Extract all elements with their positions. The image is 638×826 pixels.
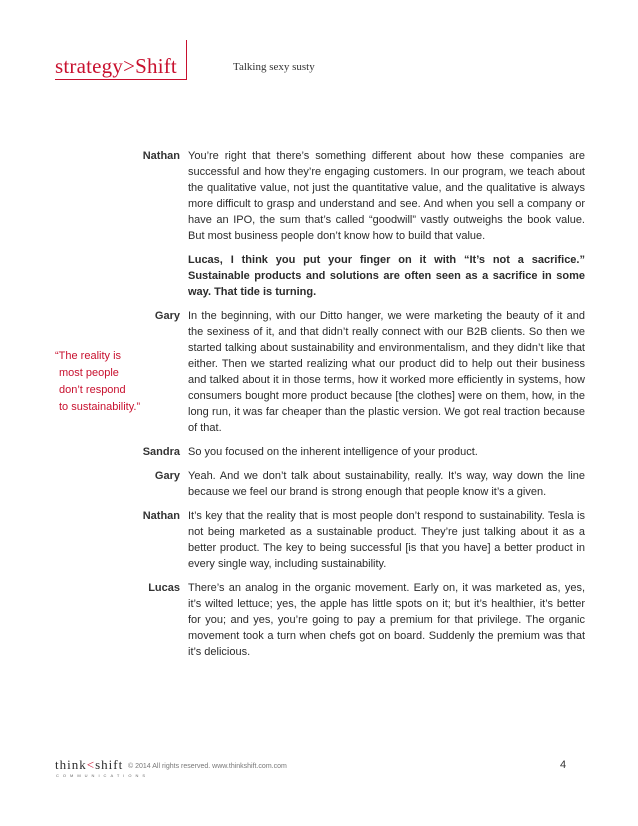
logo-suffix: Shift [135,54,177,78]
pull-quote-line: don’t respond [59,384,126,396]
speaker-name: Nathan [142,510,180,522]
pull-quote-line: most people [59,367,119,379]
page-number: 4 [560,759,567,771]
speaker-name: Gary [154,470,180,482]
footer-logo-subtitle: COMMUNICATIONS [56,773,150,778]
pull-quote-line: to sustainability.” [59,401,141,413]
interviewer-question: Lucas, I think you put your finger on it with “It’s not a sacrifice.” Sustainable products and solutions are often seen as a sacrifice in some way. That tide is turning. [188,254,585,298]
speaker-name: Gary [154,310,180,322]
pull-quote-line: “The reality is [55,350,122,362]
dialogue-text: It’s key that the reality that is most people don’t respond to sustainability. Tesla is not being marketed as a sustainable product. They’re just talking about it as a better product. The key to being successful [is that you have] a better product in every single way, including sustainability. [188,510,585,570]
dialogue-turn [0,508,638,572]
dialogue-text: Yeah. And we don’t talk about sustainability, really. It’s way, way down the line because we feel our brand is strong enough that people know it’s a given. [188,470,585,498]
footer-logo-left: think [55,757,87,772]
dialogue-turn [0,308,638,436]
interview-dialogue [0,148,638,668]
speaker-name: Sandra [142,446,180,458]
strategy-shift-logo [55,54,177,79]
dialogue-turn [0,468,638,500]
header-horizontal-rule [55,79,187,80]
dialogue-text: You’re right that there’s something different about how these companies are successful and how they’re engaging customers. In our program, we teach about the qualitative value, not just the quantitative value, and the qualitative is always more difficult to grasp and understand and see. And when you sell a company or have an IPO, the sum that’s called “goodwill” vastly outweighs the book value. But most business people don’t know how to build that value. [188,150,585,242]
header-tagline: Talking sexy susty [233,61,315,73]
dialogue-text: There’s an analog in the organic movement. Early on, it was marketed as, yes, it’s wilted lettuce; yes, the apple has little spots on it; but it’s healthier, it’s better for you; and yes, you’re going to pay a premium for that privilege. The organic movement took a turn when chefs got on board. Suddenly the premium was that it’s delicious. [188,582,585,658]
dialogue-turn [0,252,638,300]
logo-prefix: strategy [55,54,124,78]
header-vertical-rule [186,40,187,80]
dialogue-text: In the beginning, with our Ditto hanger, we were marketing the beauty of it and the sexiness of it, and that didn’t really connect with our B2B clients. So then we started talking about sustainability and environmentalism, and they didn’t like that either. Then we started realizing what our product did to help out their business and talked about it in those terms, how it worked more efficiently in systems, how consumers bought more product because [the clothes] were on them, how, in the long run, it was far cheaper than the plastic version. We got real traction because of that. [188,310,585,434]
speaker-name: Lucas [148,582,180,594]
footer-logo-right: shift [95,757,124,772]
dialogue-turn [0,444,638,460]
logo-separator: > [123,54,136,78]
dialogue-text: So you focused on the inherent intelligence of your product. [188,446,478,458]
thinkshift-logo [55,757,123,773]
footer-copyright: © 2014 All rights reserved. www.thinkshift.com.com [128,763,287,770]
speaker-name: Nathan [142,150,180,162]
dialogue-turn [0,580,638,660]
dialogue-turn [0,148,638,244]
footer-logo-mark: < [86,757,96,772]
